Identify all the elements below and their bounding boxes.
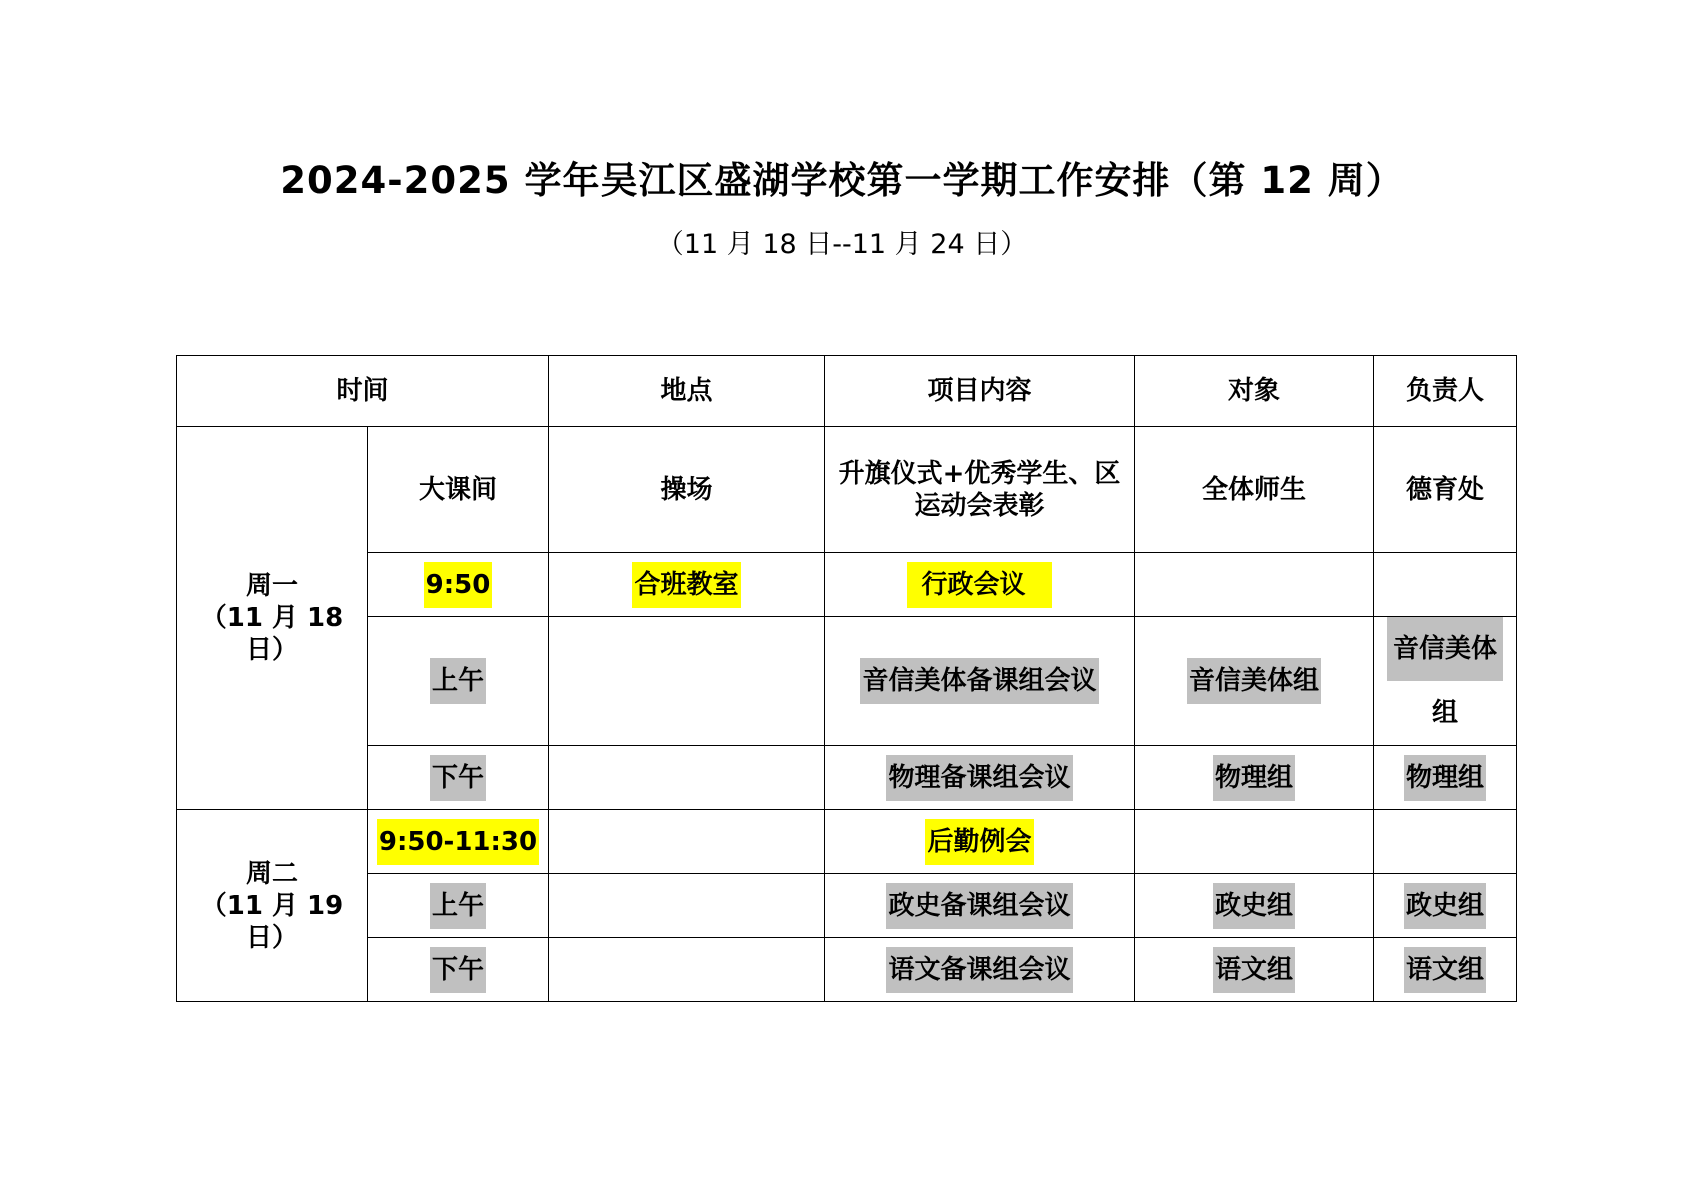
location-cell: [549, 810, 825, 874]
content-cell: [825, 874, 1135, 938]
time-cell: [368, 938, 549, 1002]
content-text: 音信美体备课组会议: [860, 658, 1098, 704]
target-text: 语文组: [1213, 947, 1295, 993]
time-cell: [368, 617, 549, 746]
owner-text: 政史组: [1404, 883, 1486, 929]
location-cell: [549, 746, 825, 810]
day-date: （11 月 18 日）: [200, 603, 344, 665]
time-text: 9:50: [424, 562, 493, 608]
content-cell: [825, 553, 1135, 617]
location-cell: [549, 874, 825, 938]
target-text: 政史组: [1213, 883, 1295, 929]
schedule-table: [176, 355, 1517, 1002]
location-cell: [549, 938, 825, 1002]
time-text: 9:50-11:30: [377, 819, 539, 865]
content-text: 行政会议: [907, 562, 1051, 608]
table-row: [177, 553, 1517, 617]
owner-cell: [1374, 553, 1517, 617]
owner-text: 语文组: [1404, 947, 1486, 993]
header-row: [177, 356, 1517, 427]
content-cell: [825, 617, 1135, 746]
day-name: 周二: [245, 858, 298, 889]
header-content: 项目内容: [825, 356, 1135, 427]
owner-cell: [1374, 938, 1517, 1002]
table-row: [177, 427, 1517, 553]
day-name: 周一: [245, 571, 298, 601]
content-cell: [825, 810, 1135, 874]
owner-cell: [1374, 746, 1517, 810]
time-cell: [368, 874, 549, 938]
content-text: 物理备课组会议: [886, 755, 1072, 801]
target-cell: [1135, 553, 1374, 617]
time-text: 上午: [430, 883, 486, 929]
location-cell: [549, 553, 825, 617]
content-cell: [825, 746, 1135, 810]
location-cell: 操场: [549, 427, 825, 553]
header-location: 地点: [549, 356, 825, 427]
time-cell: 大课间: [368, 427, 549, 553]
content-cell: [825, 427, 1135, 553]
table-row: [177, 938, 1517, 1002]
day-cell-tuesday: [177, 810, 368, 1002]
day-date: （11 月 19 日）: [200, 890, 344, 953]
target-cell: [1135, 617, 1374, 746]
target-cell: [1135, 938, 1374, 1002]
target-text: 物理组: [1213, 755, 1295, 801]
content-text: 升旗仪式+优秀学生、区运动会表彰: [838, 458, 1121, 521]
owner-cell: [1374, 810, 1517, 874]
table-row: [177, 617, 1517, 746]
target-cell: [1135, 746, 1374, 810]
owner-cell: [1374, 874, 1517, 938]
header-target: 对象: [1135, 356, 1374, 427]
target-cell: [1135, 810, 1374, 874]
location-cell: [549, 617, 825, 746]
target-cell: 全体师生: [1135, 427, 1374, 553]
owner-text: 物理组: [1404, 755, 1486, 801]
location-text: 合班教室: [632, 562, 740, 608]
table-row: [177, 746, 1517, 810]
time-text: 上午: [430, 658, 486, 704]
table-row: [177, 874, 1517, 938]
header-time: 时间: [177, 356, 549, 427]
time-cell: [368, 810, 549, 874]
time-text: 下午: [430, 755, 486, 801]
table-row: [177, 810, 1517, 874]
owner-cell: 德育处: [1374, 427, 1517, 553]
time-cell: [368, 746, 549, 810]
target-text: 音信美体组: [1187, 658, 1321, 704]
content-text: 语文备课组会议: [886, 947, 1072, 993]
date-range-subtitle: （11 月 18 日--11 月 24 日）: [656, 229, 1028, 260]
time-cell: [368, 553, 549, 617]
content-text: 政史备课组会议: [886, 883, 1072, 929]
owner-text: 音信美体组: [1387, 617, 1503, 745]
content-cell: [825, 938, 1135, 1002]
content-text: 后勤例会: [925, 819, 1033, 865]
page-title: 2024-2025 学年吴江区盛湖学校第一学期工作安排（第 12 周）: [280, 159, 1404, 202]
owner-cell: [1374, 617, 1517, 746]
target-cell: [1135, 874, 1374, 938]
header-owner: 负责人: [1374, 356, 1517, 427]
time-text: 下午: [430, 947, 486, 993]
day-cell-monday: [177, 427, 368, 810]
